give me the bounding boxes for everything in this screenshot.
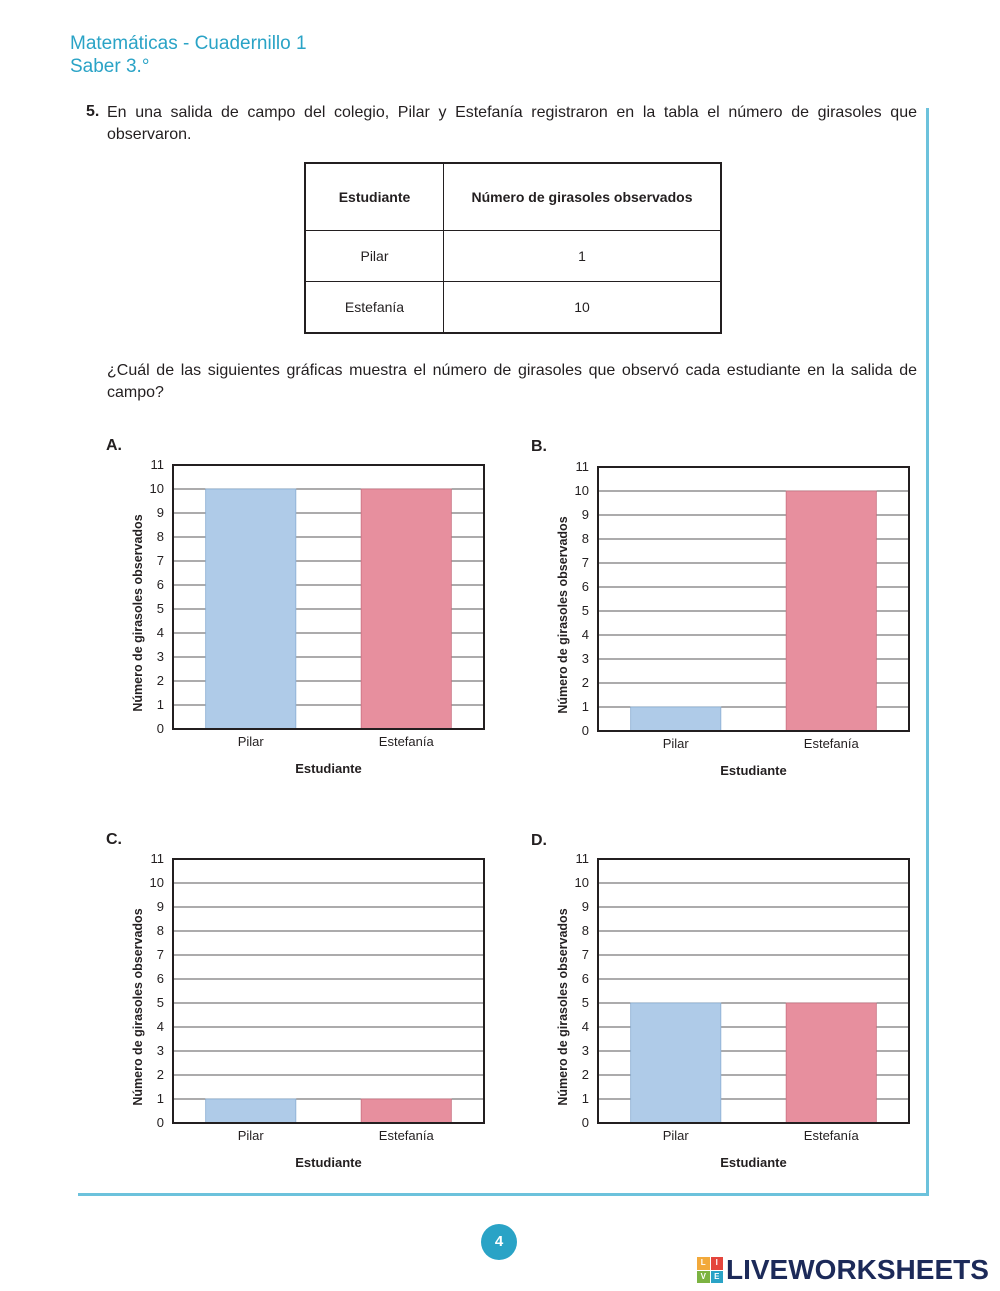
y-tick-label: 0 bbox=[156, 1115, 164, 1130]
y-axis-label: Número de girasoles observados bbox=[556, 516, 570, 714]
y-axis-label: Número de girasoles observados bbox=[131, 514, 145, 712]
question-number: 5. bbox=[86, 103, 100, 120]
y-tick-label: 4 bbox=[581, 627, 589, 642]
y-tick-label: 4 bbox=[581, 1019, 589, 1034]
option-b-chart[interactable] bbox=[525, 432, 925, 792]
document-header bbox=[70, 32, 307, 78]
liveworksheets-brand bbox=[697, 1255, 989, 1285]
bar-pilar bbox=[206, 1099, 296, 1123]
y-tick-label: 2 bbox=[581, 675, 589, 690]
y-tick-label: 9 bbox=[581, 899, 589, 914]
y-tick-label: 8 bbox=[156, 923, 164, 938]
logo-letter: L bbox=[697, 1257, 710, 1270]
frame-right-border bbox=[926, 108, 929, 1196]
y-tick-label: 4 bbox=[156, 1019, 164, 1034]
x-axis-label: Estudiante bbox=[720, 763, 787, 778]
y-tick-label: 6 bbox=[156, 971, 164, 986]
bar-pilar bbox=[631, 707, 721, 731]
option-d-plot bbox=[525, 824, 925, 1184]
x-tick-label: Pilar bbox=[662, 736, 689, 751]
y-tick-label: 5 bbox=[156, 995, 164, 1010]
table-row bbox=[305, 231, 721, 282]
table-cell-student: Estefanía bbox=[305, 282, 444, 334]
question-text: En una salida de campo del colegio, Pilar y Estefanía registraron en la tabla el número de girasoles que observaron. bbox=[107, 104, 917, 143]
grid-lines bbox=[173, 859, 484, 1123]
y-tick-label: 8 bbox=[581, 923, 589, 938]
y-tick-label: 10 bbox=[149, 875, 164, 890]
x-tick-label: Pilar bbox=[237, 734, 264, 749]
x-tick-label: Estefanía bbox=[378, 734, 434, 749]
bar-pilar bbox=[631, 1003, 721, 1123]
header-grade: Saber 3.° bbox=[70, 56, 150, 77]
x-tick-label: Estefanía bbox=[803, 736, 859, 751]
y-tick-label: 2 bbox=[581, 1067, 589, 1082]
y-tick-label: 3 bbox=[156, 649, 164, 664]
y-tick-label: 0 bbox=[581, 723, 589, 738]
frame-bottom-border bbox=[78, 1193, 929, 1196]
y-tick-label: 1 bbox=[581, 699, 589, 714]
y-tick-label: 7 bbox=[156, 553, 164, 568]
question-prompt: ¿Cuál de las siguientes gráficas muestra el número de girasoles que observó cada estudiante en la salida de campo? bbox=[107, 362, 917, 401]
y-tick-label: 10 bbox=[149, 481, 164, 496]
x-tick-label: Estefanía bbox=[803, 1128, 859, 1143]
y-tick-label: 7 bbox=[581, 555, 589, 570]
y-tick-label: 3 bbox=[156, 1043, 164, 1058]
y-tick-label: 7 bbox=[156, 947, 164, 962]
y-tick-label: 6 bbox=[581, 579, 589, 594]
y-tick-label: 0 bbox=[581, 1115, 589, 1130]
option-d-label[interactable]: D. bbox=[531, 832, 547, 849]
y-tick-label: 3 bbox=[581, 1043, 589, 1058]
y-tick-label: 9 bbox=[156, 505, 164, 520]
x-axis-label: Estudiante bbox=[295, 1155, 362, 1170]
y-axis-label: Número de girasoles observados bbox=[131, 908, 145, 1106]
brand-name: LIVEWORKSHEETS bbox=[726, 1254, 989, 1285]
x-tick-label: Estefanía bbox=[378, 1128, 434, 1143]
sunflower-table bbox=[304, 162, 722, 334]
table-cell-count: 10 bbox=[444, 282, 722, 334]
y-tick-label: 10 bbox=[574, 875, 589, 890]
liveworksheets-logo-icon bbox=[697, 1257, 723, 1283]
x-tick-label: Pilar bbox=[662, 1128, 689, 1143]
bar-estefanía bbox=[361, 1099, 451, 1123]
y-tick-label: 6 bbox=[156, 577, 164, 592]
y-tick-label: 6 bbox=[581, 971, 589, 986]
bar-estefanía bbox=[786, 491, 876, 731]
x-axis-label: Estudiante bbox=[295, 761, 362, 776]
table-cell-count: 1 bbox=[444, 231, 722, 282]
x-tick-label: Pilar bbox=[237, 1128, 264, 1143]
y-tick-label: 1 bbox=[156, 697, 164, 712]
y-tick-label: 5 bbox=[581, 995, 589, 1010]
option-c-chart[interactable] bbox=[100, 824, 500, 1184]
option-a-chart[interactable] bbox=[100, 430, 500, 790]
y-tick-label: 9 bbox=[581, 507, 589, 522]
y-tick-label: 9 bbox=[156, 899, 164, 914]
option-b-plot bbox=[525, 432, 925, 792]
bar-estefanía bbox=[361, 489, 451, 729]
table-header-student: Estudiante bbox=[305, 163, 444, 231]
y-tick-label: 5 bbox=[581, 603, 589, 618]
y-tick-label: 10 bbox=[574, 483, 589, 498]
option-c-plot bbox=[100, 824, 500, 1184]
y-tick-label: 4 bbox=[156, 625, 164, 640]
y-tick-label: 11 bbox=[150, 457, 164, 472]
table-cell-student: Pilar bbox=[305, 231, 444, 282]
y-tick-label: 3 bbox=[581, 651, 589, 666]
y-tick-label: 5 bbox=[156, 601, 164, 616]
option-c-label[interactable]: C. bbox=[106, 831, 122, 848]
y-tick-label: 0 bbox=[156, 721, 164, 736]
table-header-row bbox=[305, 163, 721, 231]
y-tick-label: 1 bbox=[581, 1091, 589, 1106]
option-a-label[interactable]: A. bbox=[106, 437, 122, 454]
y-tick-label: 2 bbox=[156, 1067, 164, 1082]
y-axis-label: Número de girasoles observados bbox=[556, 908, 570, 1106]
option-b-label[interactable]: B. bbox=[531, 438, 547, 455]
x-axis-label: Estudiante bbox=[720, 1155, 787, 1170]
option-a-plot bbox=[100, 430, 500, 790]
y-tick-label: 8 bbox=[581, 531, 589, 546]
logo-letter: I bbox=[711, 1257, 724, 1270]
y-tick-label: 1 bbox=[156, 1091, 164, 1106]
table-header-count: Número de girasoles observados bbox=[444, 163, 722, 231]
logo-letter: E bbox=[711, 1271, 724, 1284]
bar-estefanía bbox=[786, 1003, 876, 1123]
bar-pilar bbox=[206, 489, 296, 729]
y-tick-label: 11 bbox=[575, 459, 589, 474]
option-d-chart[interactable] bbox=[525, 824, 925, 1184]
y-tick-label: 11 bbox=[150, 851, 164, 866]
y-tick-label: 8 bbox=[156, 529, 164, 544]
header-subject: Matemáticas - Cuadernillo 1 bbox=[70, 33, 307, 54]
logo-letter: V bbox=[697, 1271, 710, 1284]
y-tick-label: 11 bbox=[575, 851, 589, 866]
y-tick-label: 7 bbox=[581, 947, 589, 962]
table-row bbox=[305, 282, 721, 334]
plot-frame bbox=[173, 859, 484, 1123]
y-tick-label: 2 bbox=[156, 673, 164, 688]
page-number-badge: 4 bbox=[481, 1224, 517, 1260]
